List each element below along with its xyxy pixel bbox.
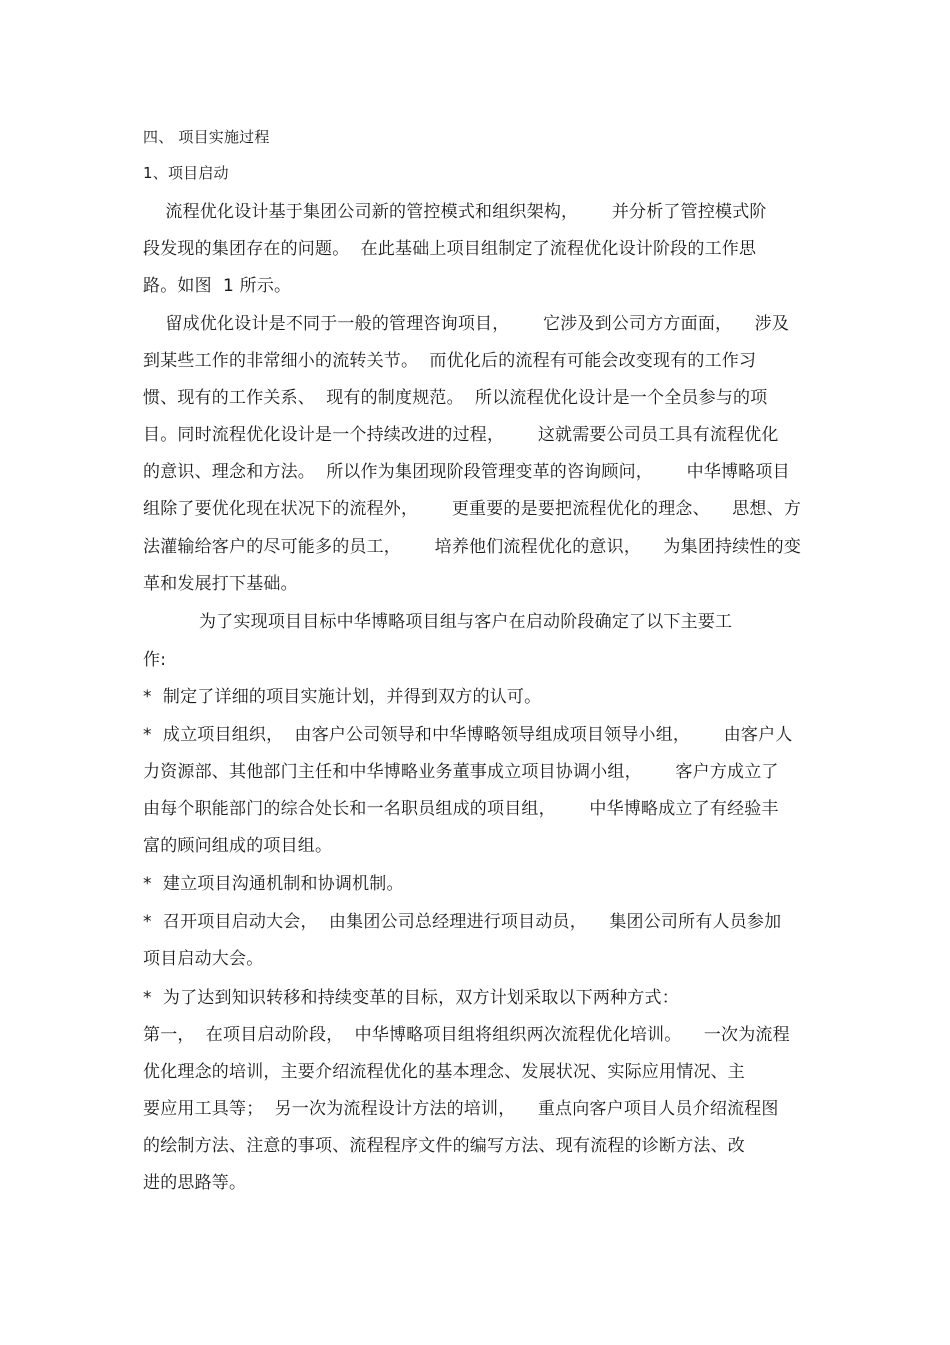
bullet-line: 力资源部、其他部门主任和中华博略业务董事成立项目协调小组， 客户方成立了 bbox=[143, 762, 779, 782]
paragraph-line: 留成优化设计是不同于一般的管理咨询项目， 它涉及到公司方方面面， 涉及 bbox=[143, 314, 790, 334]
bullet-line: * 召开项目启动大会， 由集团公司总经理进行项目动员， 集团公司所有人员参加 bbox=[143, 912, 782, 932]
paragraph-line: 到某些工作的非常细小的流转关节。 而优化后的流程有可能会改变现有的工作习 bbox=[143, 351, 757, 371]
paragraph-line: 法灌输给客户的尽可能多的员工， 培养他们流程优化的意识， 为集团持续性的变 bbox=[143, 537, 802, 557]
paragraph-line: 优化理念的培训，主要介绍流程优化的基本理念、发展状况、实际应用情况、主 bbox=[143, 1062, 745, 1082]
paragraph-line: 目。同时流程优化设计是一个持续改进的过程， 这就需要公司员工具有流程优化 bbox=[143, 425, 779, 445]
bullet-line: 项目启动大会。 bbox=[143, 949, 264, 969]
paragraph-line: 革和发展打下基础。 bbox=[143, 574, 298, 594]
bullet-line: 富的顾问组成的项目组。 bbox=[143, 836, 333, 856]
paragraph-line: 的绘制方法、注意的事项、流程程序文件的编写方法、现有流程的诊断方法、改 bbox=[143, 1136, 745, 1156]
bullet-line: * 为了达到知识转移和持续变革的目标，双方计划采取以下两种方式： bbox=[143, 988, 679, 1008]
bullet-line: * 建立项目沟通机制和协调机制。 bbox=[143, 874, 404, 894]
bullet-line: * 制定了详细的项目实施计划，并得到双方的认可。 bbox=[143, 687, 542, 707]
paragraph-line: 要应用工具等； 另一次为流程设计方法的培训， 重点向客户项目人员介绍流程图 bbox=[143, 1099, 779, 1119]
paragraph-line: 的意识、理念和方法。 所以作为集团现阶段管理变革的咨询顾问， 中华博略项目 bbox=[143, 462, 790, 482]
paragraph-line: 为了实现项目目标中华博略项目组与客户在启动阶段确定了以下主要工 bbox=[143, 612, 733, 632]
paragraph-line: 进的思路等。 bbox=[143, 1173, 247, 1193]
paragraph-line: 作: bbox=[143, 650, 167, 670]
paragraph-line: 惯、现有的工作关系、 现有的制度规范。 所以流程优化设计是一个全员参与的项 bbox=[143, 388, 768, 408]
paragraph-line: 组除了要优化现在状况下的流程外， 更重要的是要把流程优化的理念、 思想、方 bbox=[143, 499, 802, 519]
paragraph-line: 流程优化设计基于集团公司新的管控模式和组织架构， 并分析了管控模式阶 bbox=[143, 202, 767, 222]
subsection-heading: 1、项目启动 bbox=[143, 164, 229, 182]
paragraph-line: 第一， 在项目启动阶段， 中华博略项目组将组织两次流程优化培训。 一次为流程 bbox=[143, 1025, 790, 1045]
bullet-line: 由每个职能部门的综合处长和一名职员组成的项目组， 中华博略成立了有经验丰 bbox=[143, 799, 779, 819]
section-heading: 四、 项目实施过程 bbox=[143, 128, 270, 146]
paragraph-line: 路。如图 1 所示。 bbox=[143, 276, 292, 296]
paragraph-line: 段发现的集团存在的问题。 在此基础上项目组制定了流程优化设计阶段的工作思 bbox=[143, 239, 757, 259]
bullet-line: * 成立项目组织， 由客户公司领导和中华博略领导组成项目领导小组， 由客户人 bbox=[143, 725, 793, 745]
